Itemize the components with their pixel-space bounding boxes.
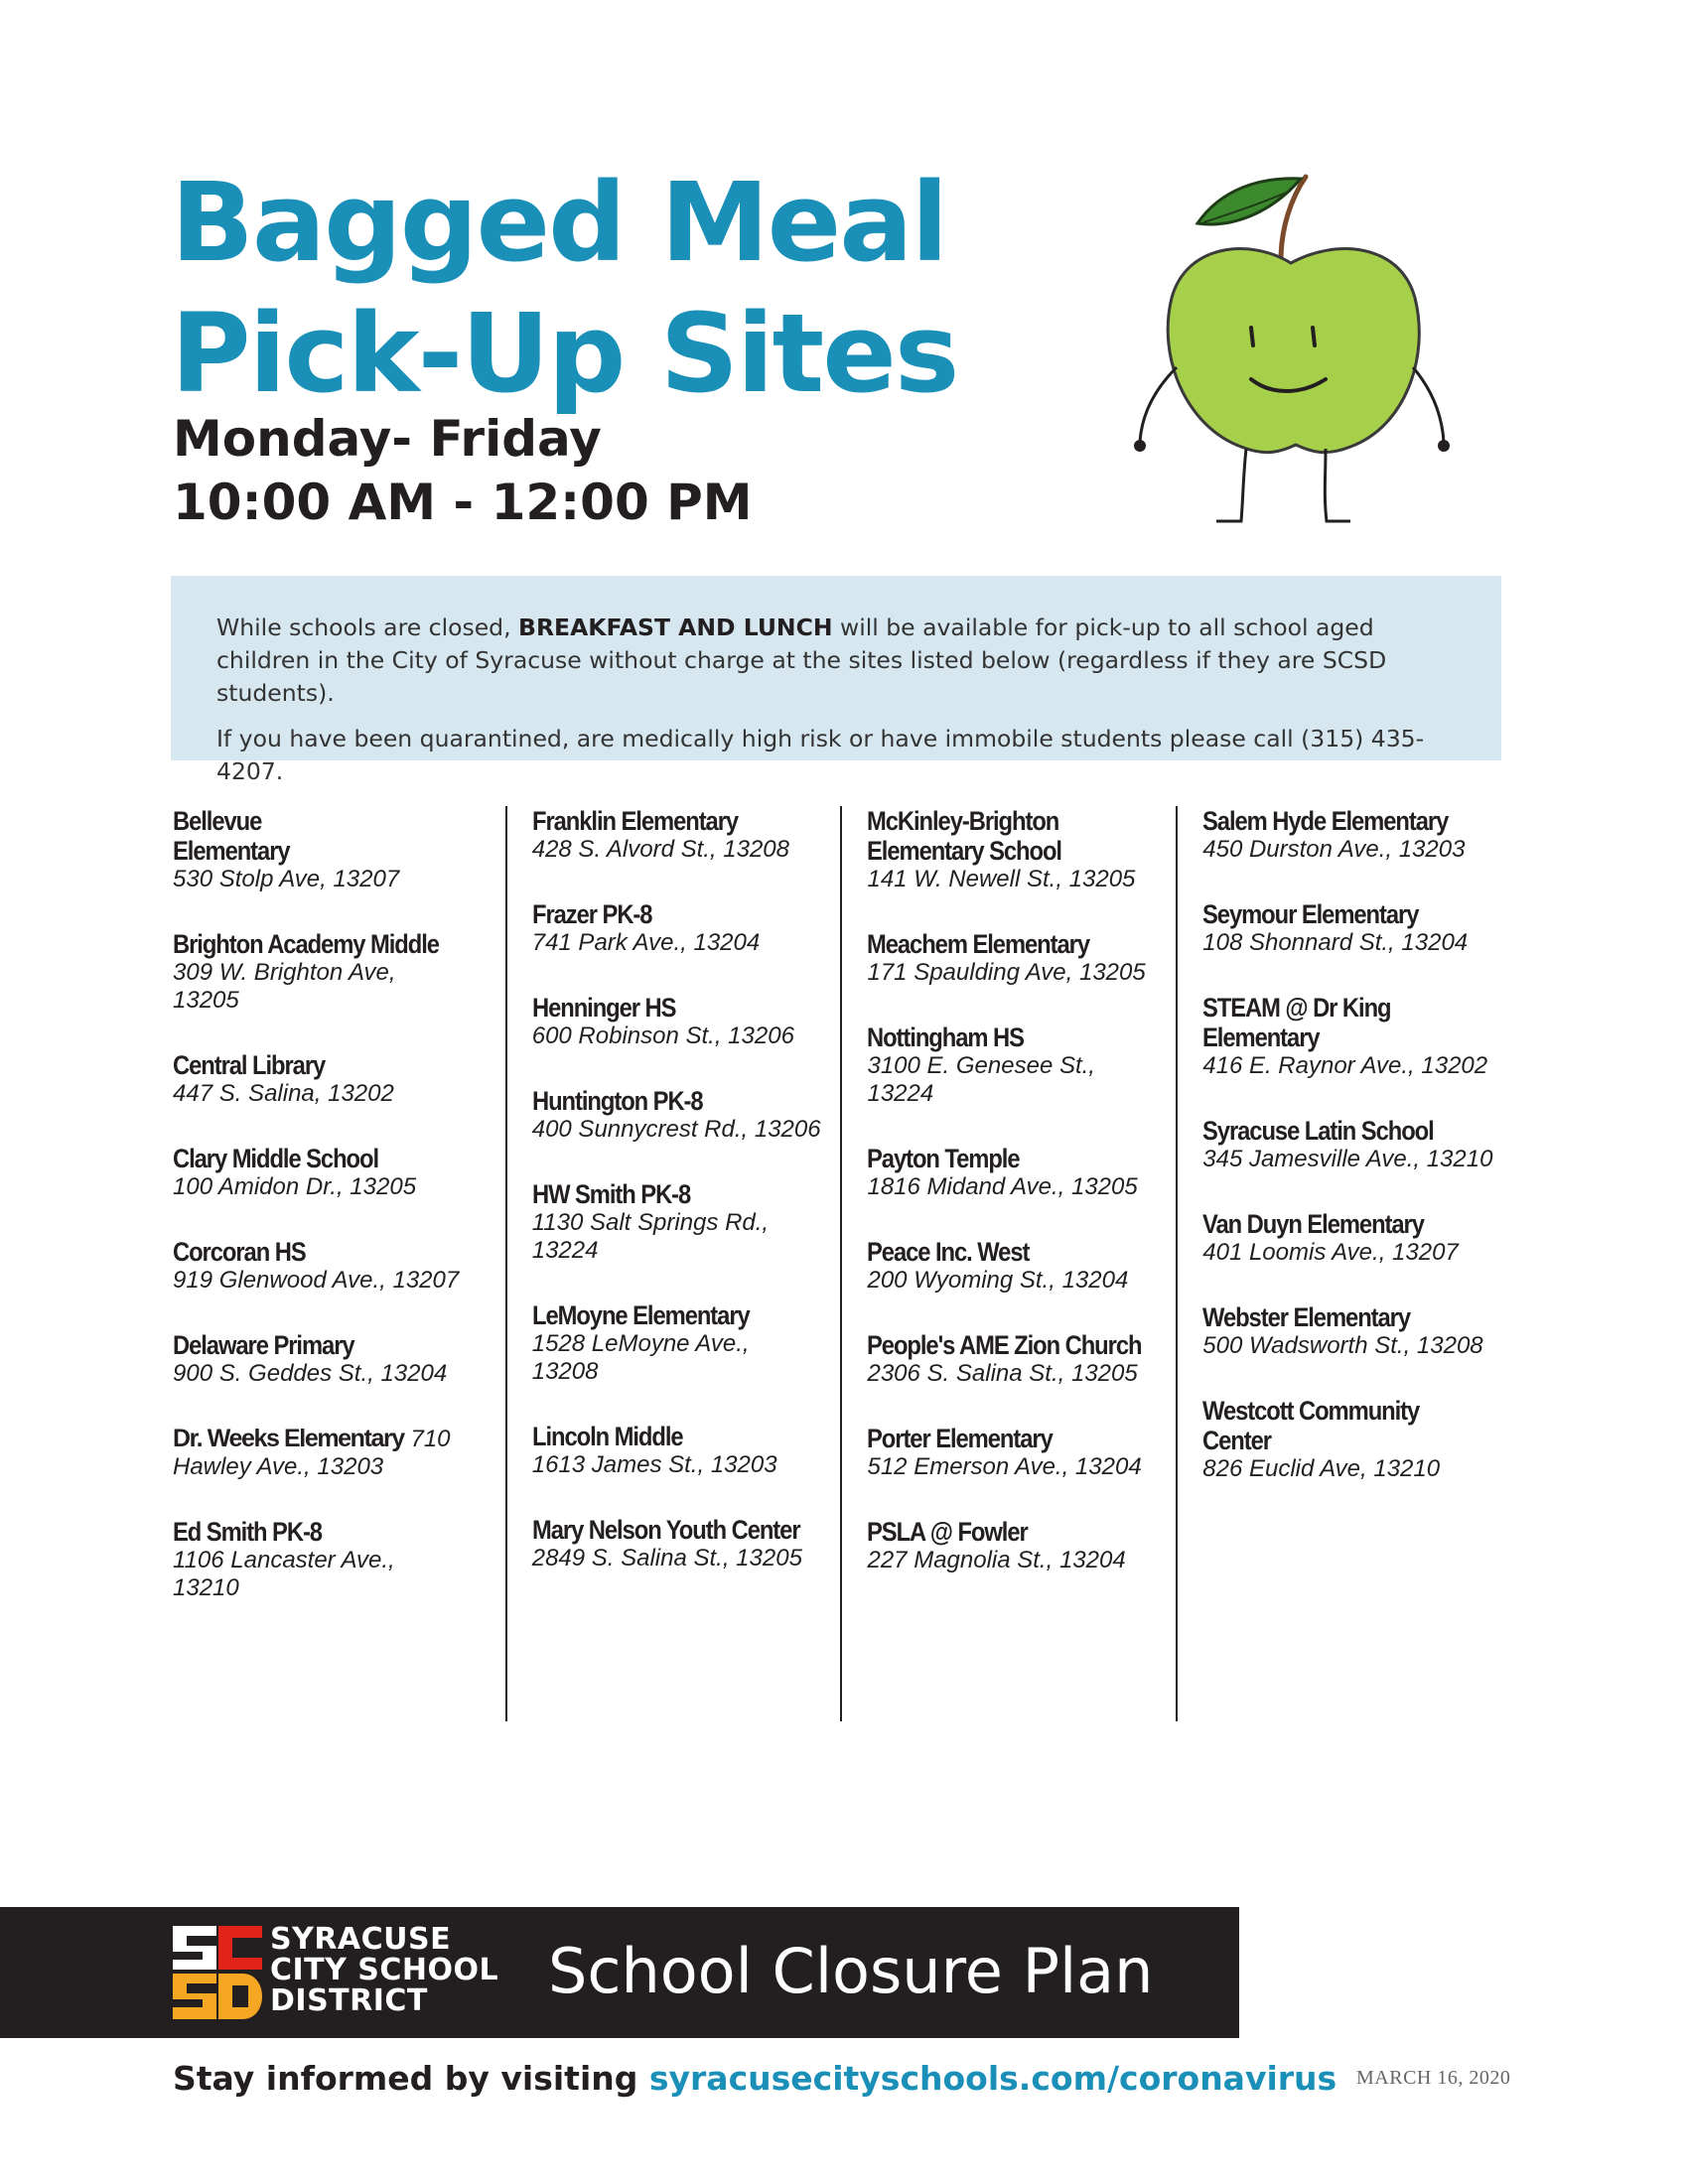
- site-item: [532, 993, 833, 1050]
- site-item: [532, 806, 833, 864]
- closure-plan-heading: School Closure Plan: [548, 1935, 1154, 2007]
- site-address-line: 13205: [173, 987, 239, 1014]
- site-column-3: [840, 806, 1176, 1721]
- site-address: [173, 1547, 497, 1602]
- site-name: Central Library: [173, 1050, 326, 1080]
- site-name: Salem Hyde Elementary: [1202, 806, 1449, 836]
- site-name: Van Duyn Elementary: [1202, 1209, 1425, 1239]
- site-address: 2306 S. Salina St., 13205: [867, 1360, 1138, 1387]
- site-name: Lincoln Middle: [531, 1422, 683, 1451]
- site-name: Huntington PK-8: [531, 1086, 703, 1116]
- site-name: Mary Nelson Youth Center: [531, 1515, 800, 1545]
- notice-text: children in the City of Syracuse without charge at the sites listed below (regardless if they are SCSD students).: [216, 646, 1387, 707]
- site-name: Corcoran HS: [173, 1237, 306, 1267]
- site-address-line: 13210: [173, 1574, 239, 1601]
- site-address: [532, 1330, 833, 1386]
- site-address: 710: [403, 1426, 451, 1452]
- site-item: [1202, 1396, 1503, 1483]
- notice-paragraph-1: [216, 612, 1456, 710]
- site-address: 428 S. Alvord St., 13208: [531, 836, 789, 863]
- site-item: [532, 1086, 833, 1144]
- site-item: [867, 1144, 1168, 1201]
- site-address: 1816 Midand Ave., 13205: [867, 1173, 1138, 1200]
- title-line-1: Bagged Meal: [171, 159, 947, 286]
- site-item: [173, 1517, 497, 1602]
- site-column-2: [505, 806, 841, 1721]
- site-address-line: 1528 LeMoyne Ave.,: [531, 1330, 750, 1357]
- site-address: 100 Amidon Dr., 13205: [173, 1173, 417, 1200]
- site-address-line: 13224: [531, 1237, 599, 1264]
- site-name: Henninger HS: [531, 993, 676, 1023]
- site-item: [173, 1424, 497, 1481]
- site-item: [173, 1144, 497, 1201]
- site-address: 171 Spaulding Ave, 13205: [867, 959, 1146, 986]
- site-address: 500 Wadsworth St., 13208: [1202, 1332, 1483, 1359]
- site-name-line: McKinley-Brighton: [867, 806, 1059, 836]
- site-address: 200 Wyoming St., 13204: [867, 1267, 1129, 1294]
- title-line-2: Pick-Up Sites: [171, 290, 958, 417]
- site-item: [532, 1515, 833, 1572]
- site-address-line: 13208: [531, 1358, 599, 1385]
- site-item: [1202, 993, 1503, 1080]
- apple-mascot-icon: [1132, 169, 1460, 536]
- site-item: [1202, 806, 1503, 864]
- site-name: Peace Inc. West: [867, 1237, 1030, 1267]
- site-name: HW Smith PK-8: [531, 1179, 690, 1209]
- site-address: 416 E. Raynor Ave., 13202: [1202, 1052, 1488, 1079]
- site-address: 900 S. Geddes St., 13204: [173, 1360, 448, 1387]
- site-address: 450 Durston Ave., 13203: [1202, 836, 1466, 863]
- site-name-line: Elementary: [173, 836, 290, 866]
- site-name: Syracuse Latin School: [1202, 1116, 1434, 1146]
- stay-informed-text: Stay informed by visiting: [173, 2059, 649, 2098]
- site-item: [173, 806, 497, 893]
- site-item: [1202, 1302, 1503, 1360]
- site-item: [1202, 1209, 1503, 1267]
- site-address: 108 Shonnard St., 13204: [1202, 929, 1469, 956]
- site-address-line: 1106 Lancaster Ave.,: [173, 1547, 395, 1573]
- site-name-line: STEAM @ Dr King: [1202, 993, 1391, 1023]
- stay-informed: [173, 2055, 1336, 2103]
- site-name: [867, 806, 1166, 866]
- site-name: Seymour Elementary: [1202, 899, 1419, 929]
- site-item: [867, 1424, 1168, 1481]
- site-address: 345 Jamesville Ave., 13210: [1202, 1146, 1493, 1172]
- site-item: [173, 1050, 497, 1108]
- notice-text: While schools are closed,: [216, 614, 519, 641]
- site-address: 401 Loomis Ave., 13207: [1202, 1239, 1459, 1266]
- site-name: Delaware Primary: [173, 1330, 354, 1360]
- site-item: [532, 1300, 833, 1386]
- site-name: Meachem Elementary: [867, 929, 1090, 959]
- site-address: 600 Robinson St., 13206: [531, 1023, 794, 1049]
- site-item: [173, 1237, 497, 1295]
- site-name: [173, 806, 495, 866]
- site-item: [867, 1517, 1168, 1574]
- site-name-line: Elementary School: [867, 836, 1062, 866]
- publish-date: MARCH 16, 2020: [1356, 2067, 1511, 2089]
- site-column-1: [171, 806, 505, 1721]
- site-item: [1202, 899, 1503, 957]
- site-item: [867, 1023, 1168, 1108]
- site-name: Franklin Elementary: [531, 806, 738, 836]
- page-title: [171, 157, 957, 419]
- site-name: Dr. Weeks Elementary: [173, 1425, 404, 1452]
- site-item: [532, 1422, 833, 1479]
- site-list: [171, 806, 1511, 1721]
- site-item: [173, 929, 497, 1015]
- site-address-line: 1130 Salt Springs Rd.,: [531, 1209, 770, 1236]
- site-item: [532, 899, 833, 957]
- schedule: [173, 407, 753, 534]
- site-address: 741 Park Ave., 13204: [531, 929, 761, 956]
- notice-text: will be available for pick-up to all school aged: [832, 614, 1374, 641]
- site-name: Clary Middle School: [173, 1144, 379, 1173]
- notice-box: [171, 576, 1501, 785]
- district-name-line: DISTRICT: [270, 1983, 428, 2018]
- notice-emphasis: BREAKFAST AND LUNCH: [518, 614, 833, 641]
- site-name: [1202, 993, 1501, 1052]
- site-item: [867, 1330, 1168, 1388]
- schedule-days: Monday- Friday: [173, 410, 602, 468]
- site-address: [173, 959, 497, 1015]
- site-address: 3100 E. Genesee St., 13224: [867, 1052, 1095, 1107]
- site-address: 400 Sunnycrest Rd., 13206: [531, 1116, 821, 1143]
- site-address: 227 Magnolia St., 13204: [867, 1547, 1126, 1573]
- site-item: [867, 1237, 1168, 1295]
- site-name: Ed Smith PK-8: [173, 1517, 322, 1547]
- site-name: Payton Temple: [867, 1144, 1021, 1173]
- district-name-line: CITY SCHOOL: [270, 1953, 499, 1987]
- site-address: [532, 1209, 833, 1265]
- site-address: 512 Emerson Ave., 13204: [867, 1453, 1142, 1480]
- schedule-hours: 10:00 AM - 12:00 PM: [173, 474, 753, 531]
- site-name: Nottingham HS: [867, 1023, 1025, 1052]
- site-item: [867, 806, 1168, 893]
- site-item: [532, 1179, 833, 1265]
- site-address: 2849 S. Salina St., 13205: [531, 1545, 802, 1571]
- site-name: LeMoyne Elementary: [531, 1300, 750, 1330]
- site-name: Porter Elementary: [867, 1424, 1054, 1453]
- site-address: 141 W. Newell St., 13205: [867, 866, 1136, 892]
- site-name: [1202, 1396, 1501, 1455]
- site-address: 919 Glenwood Ave., 13207: [173, 1267, 460, 1294]
- site-name-line: Center: [1202, 1426, 1272, 1455]
- scsd-logo-icon: [173, 1926, 262, 2019]
- coronavirus-link[interactable]: syracusecityschools.com/coronavirus: [648, 2059, 1337, 2098]
- site-name-line: Bellevue: [173, 806, 262, 836]
- site-address: 447 S. Salina, 13202: [173, 1080, 394, 1107]
- site-name-line: Westcott Community: [1202, 1396, 1420, 1426]
- site-name: PSLA @ Fowler: [867, 1517, 1029, 1547]
- site-address: Hawley Ave., 13203: [173, 1453, 384, 1480]
- site-column-4: [1176, 806, 1511, 1721]
- site-name: Webster Elementary: [1202, 1302, 1411, 1332]
- site-item: [173, 1330, 497, 1388]
- site-address: 530 Stolp Ave, 13207: [173, 866, 400, 892]
- district-name-line: SYRACUSE: [270, 1922, 452, 1957]
- site-name: People's AME Zion Church: [867, 1330, 1142, 1360]
- district-name: [270, 1924, 498, 2016]
- site-item: [867, 929, 1168, 987]
- site-address-line: 309 W. Brighton Ave,: [173, 959, 396, 986]
- site-address: 1613 James St., 13203: [531, 1451, 777, 1478]
- site-item: [1202, 1116, 1503, 1173]
- site-name: Brighton Academy Middle: [173, 929, 439, 959]
- site-name-line: Elementary: [1202, 1023, 1320, 1052]
- site-address: 826 Euclid Ave, 13210: [1202, 1455, 1441, 1482]
- site-name: Frazer PK-8: [531, 899, 652, 929]
- notice-paragraph-2: If you have been quarantined, are medically high risk or have immobile students please call (315) 435-4207.: [216, 725, 1425, 785]
